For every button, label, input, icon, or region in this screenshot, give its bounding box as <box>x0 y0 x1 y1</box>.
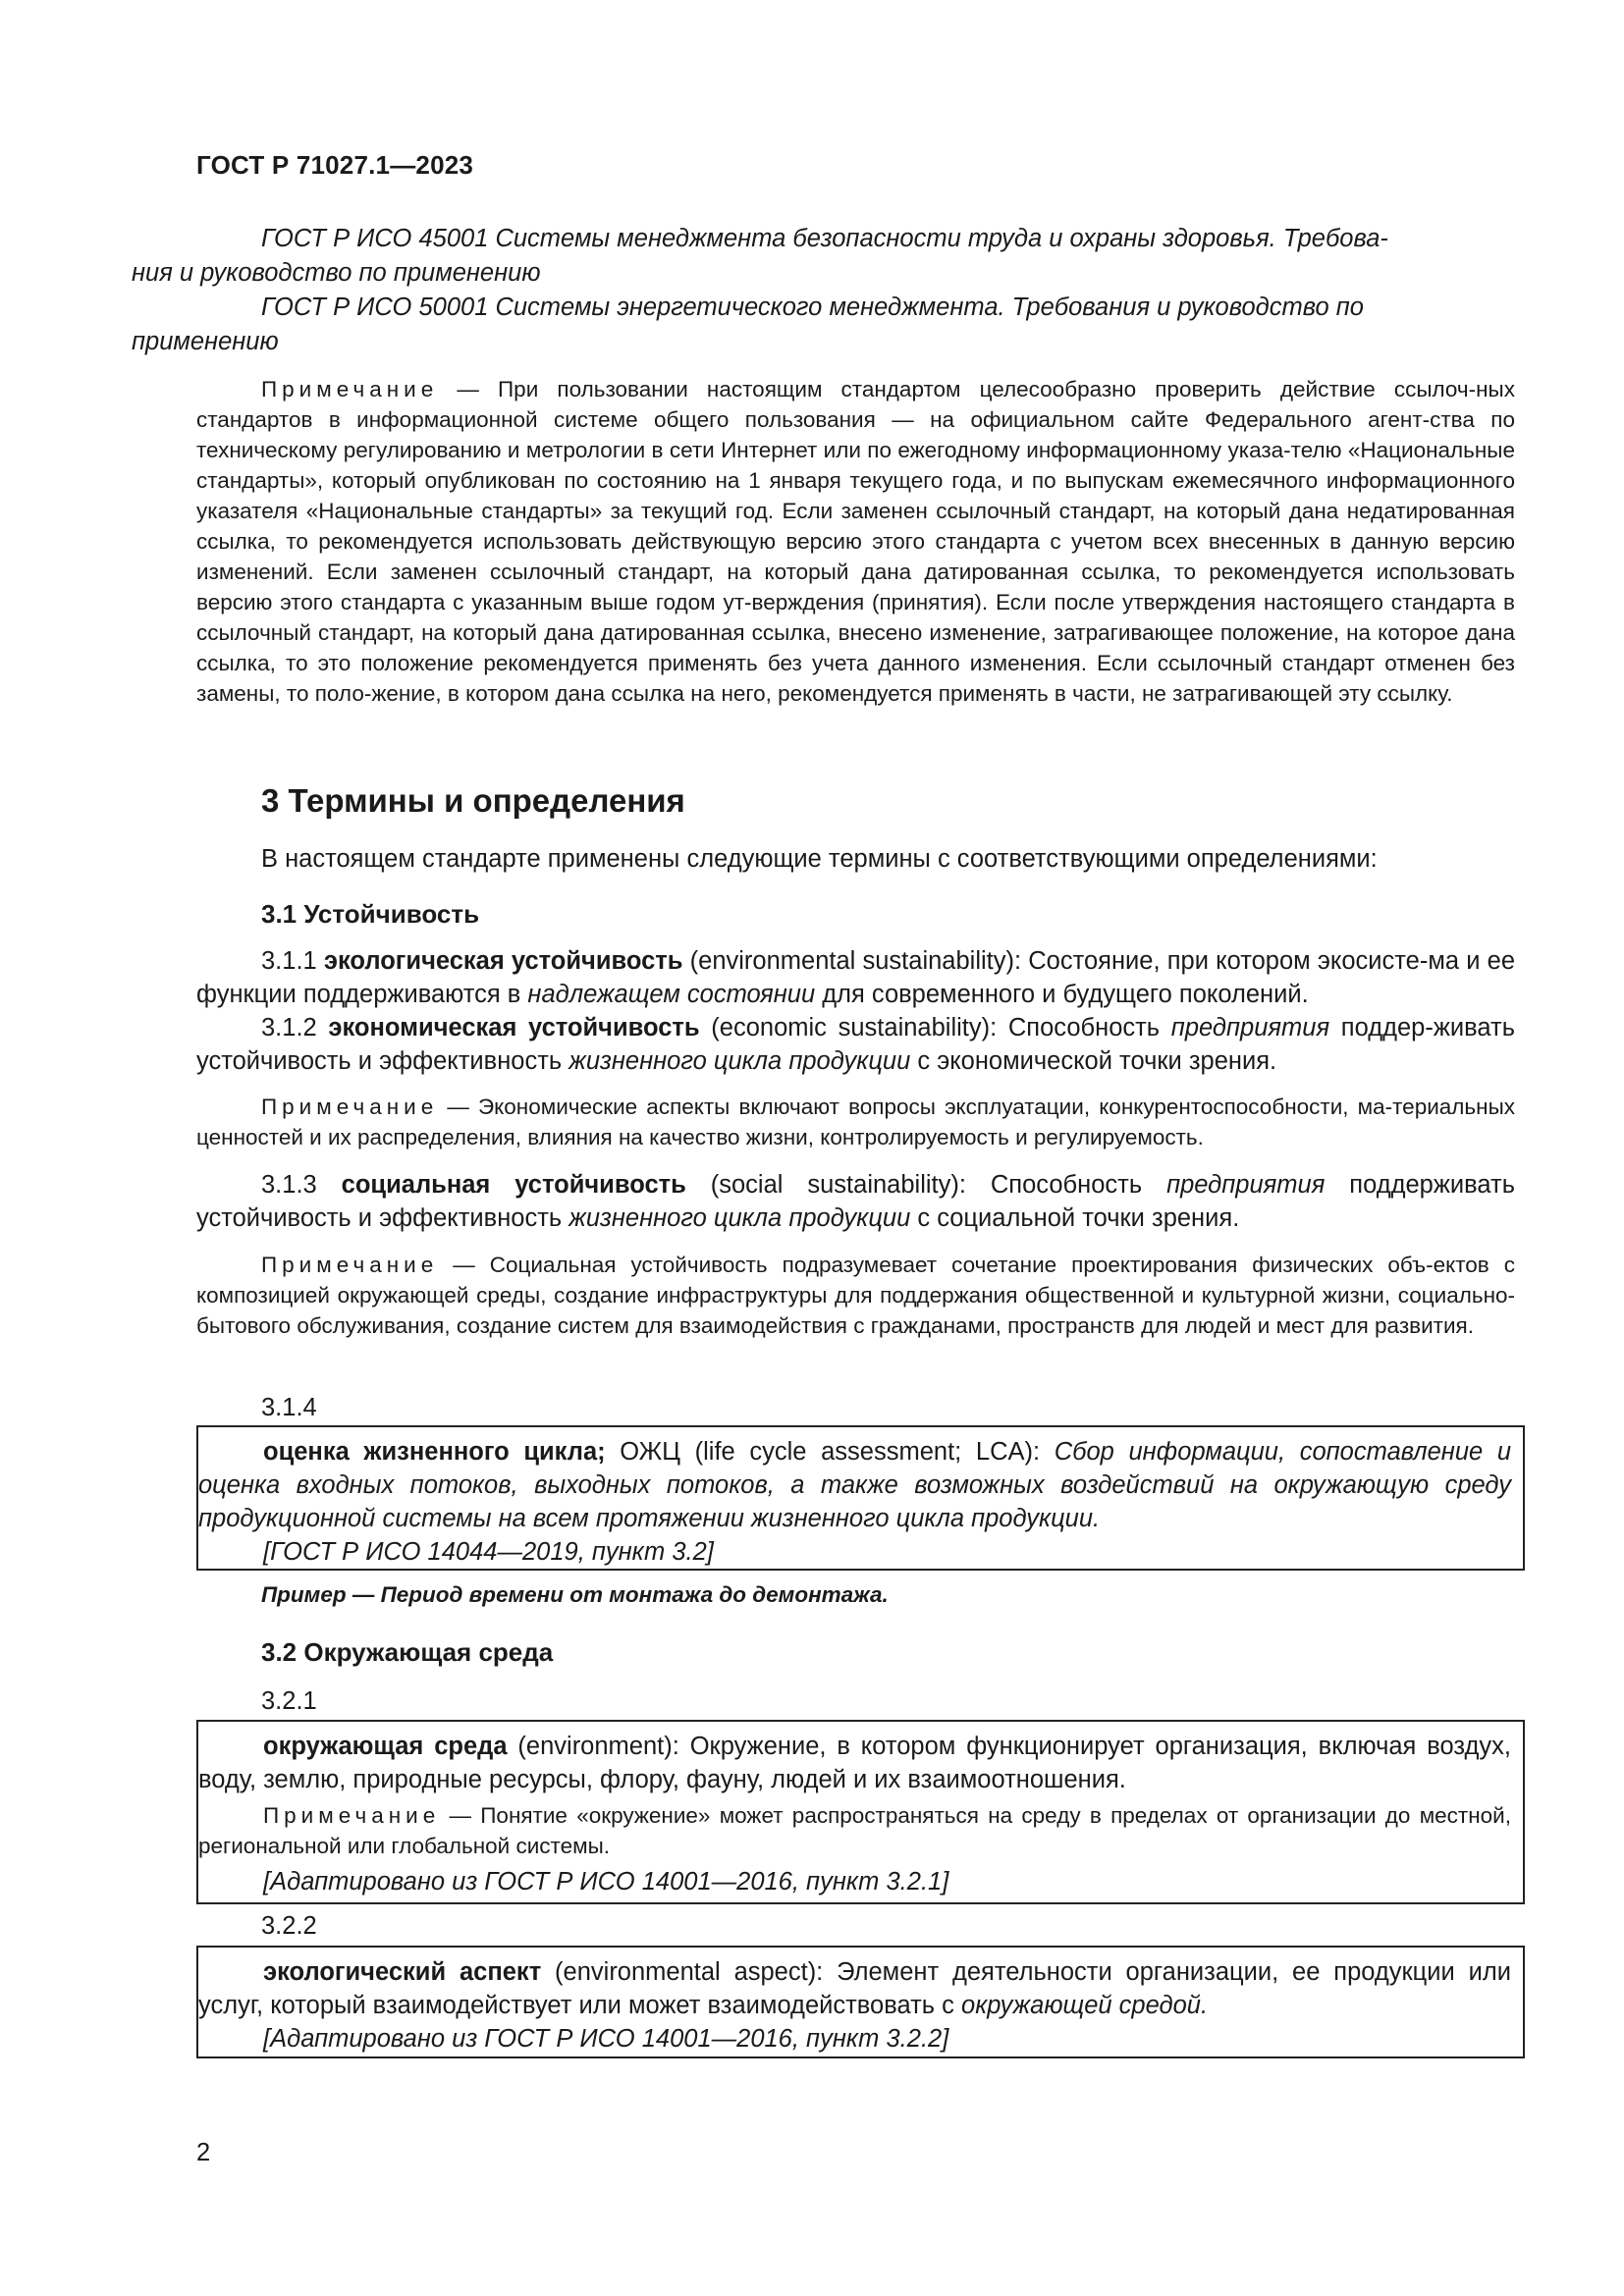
term-3-1-3: 3.1.3 социальная устойчивость (social sustainability): Способность предприятия поддерживать устойчивость и эффективность жизненного цикла продукции с социальной точки зрения. <box>196 1171 1515 1232</box>
subsection-title: 3.2 Окружающая среда <box>261 1637 554 1667</box>
reference-item: ГОСТ Р ИСО 45001 Системы менеджмента безопасности труда и охраны здоровья. Требова- ния и руководство по применению <box>132 225 1388 287</box>
note-3-1-2: Примечание — Экономические аспекты включают вопросы эксплуатации, конкурентоспособности, ма-териальных ценностей и их распределения, влияния на качество жизни, контролируемость и регулируемость. <box>196 1095 1515 1149</box>
section-intro: В настоящем стандарте применены следующие термины с соответствующими определениями: <box>261 845 1378 873</box>
term-3-1-1: 3.1.1 экологическая устойчивость (environmental sustainability): Состояние, при котором экосисте-ма и ее функции поддерживаются в надлежащем состоянии для современного и будущего поколений. <box>196 947 1515 1008</box>
term-3-1-2: 3.1.2 экономическая устойчивость (economic sustainability): Способность предприятия поддер-живать устойчивость и эффективность жизненного цикла продукции с экономической точки зрения. <box>196 1014 1515 1075</box>
section-title: 3 Термины и определения <box>261 782 685 819</box>
term-box-3-2-2: экологический аспект (environmental aspect): Элемент деятельности организации, ее продукции или услуг, который взаимодействует или может взаимодействовать с окружающей средой. [Адаптировано из ГОСТ Р ИСО 14001—2016, пункт 3.2.2] <box>196 1946 1525 2058</box>
normative-references <box>132 222 1515 359</box>
note-references <box>196 374 1515 709</box>
note-label: Примечание <box>261 377 439 401</box>
term-number: 3.2.2 <box>261 1912 317 1940</box>
term-number: 3.1.4 <box>261 1394 317 1421</box>
page-number: 2 <box>196 2139 211 2166</box>
note-3-1-3: Примечание — Социальная устойчивость подразумевает сочетание проектирования физических объ-ектов с композицией окружающей среды, создание инфраструктуры для поддержания общественной и культурной жизни, социально-бытового обслуживания, создание систем для взаимодействия с гражданами, пространств для людей и мест для развития. <box>196 1253 1515 1338</box>
term-box-3-1-4: оценка жизненного цикла; ОЖЦ (life cycle assessment; LCA): Сбор информации, сопоставление и оценка входных потоков, выходных потоков, а также возможных воздействий на окружающую среду продукционной системы на всем протяжении жизненного цикла продукции. [ГОСТ Р ИСО 14044—2019, пункт 3.2] <box>196 1425 1525 1571</box>
term-number: 3.2.1 <box>261 1687 317 1715</box>
example-text: Пример — Период времени от монтажа до демонтажа. <box>261 1582 889 1607</box>
reference-item: ГОСТ Р ИСО 50001 Системы энергетического менеджмента. Требования и руководство по применению <box>132 294 1364 355</box>
note-text: — При пользовании настоящим стандартом целесообразно проверить действие ссылоч-ных стандартов в информационной системе общего пользования — на официальном сайте Федерального агент-ства по техническому регулированию и метрологии в сети Интернет или по ежегодному информационному указа-телю «Национальные стандарты», который опубликован по состоянию на 1 января текущего года, и по выпускам ежемесячного информационного указателя «Национальные стандарты» за текущий год. Если заменен ссылочный стандарт, на который дана недатированная ссылка, то рекомендуется использовать действующую версию этого стандарта с учетом всех внесенных в данную версию изменений. Если заменен ссылочный стандарт, на который дана датированная ссылка, то рекомендуется использовать версию этого стандарта с указанным выше годом ут-верждения (принятия). Если после утверждения настоящего стандарта в ссылочный стандарт, на который дана датированная ссылка, внесено изменение, затрагивающее положение, на которое дана ссылка, то это положение рекомендуется применять без учета данного изменения. Если ссылочный стандарт отменен без замены, то поло-жение, в котором дана ссылка на него, рекомендуется применять в части, не затрагивающей эту ссылку. <box>196 377 1515 706</box>
term-box-3-2-1: окружающая среда (environment): Окружение, в котором функционирует организация, включая воздух, воду, землю, природные ресурсы, флору, фауну, людей и их взаимоотношения. Примечание — Понятие «окружение» может распространяться на среду в пределах от организации до местной, региональной или глобальной системы. [Адаптировано из ГОСТ Р ИСО 14001—2016, пункт 3.2.1] <box>196 1720 1525 1904</box>
subsection-title: 3.1 Устойчивость <box>261 899 480 929</box>
doc-header: ГОСТ Р 71027.1—2023 <box>196 150 474 180</box>
